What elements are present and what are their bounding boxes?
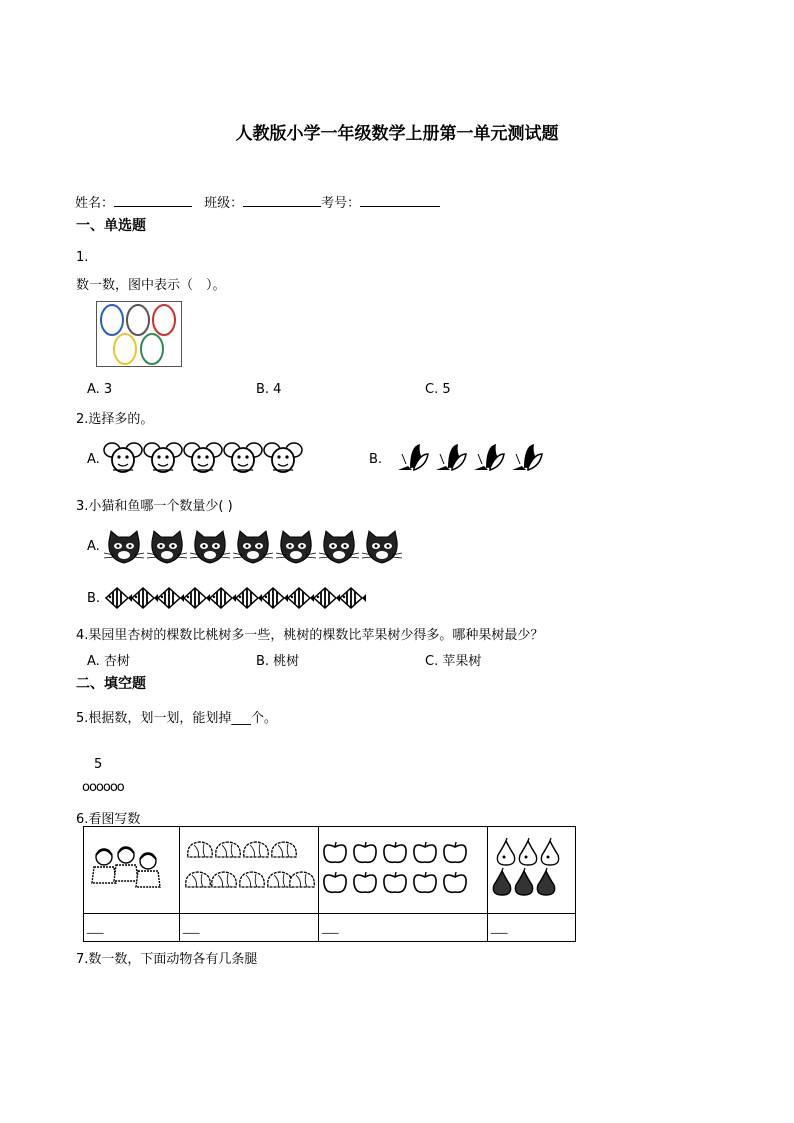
pear-icon: [519, 838, 536, 865]
page-title: 人教版小学一年级数学上册第一单元测试题: [235, 124, 559, 144]
fish-icon: [158, 588, 184, 608]
cabbage-icon: [188, 842, 213, 857]
apple-icon: [324, 842, 346, 862]
name-blank[interactable]: [114, 194, 192, 207]
exam-label: 考号：: [321, 196, 361, 211]
q1-text: 数一数，图中表示（ ）。: [76, 278, 226, 293]
q3-option-a-label[interactable]: A.: [87, 539, 100, 554]
cat-icon: [319, 531, 359, 563]
cat-icon: [190, 531, 230, 563]
butterfly-icon: [512, 444, 542, 470]
cell-children: [84, 827, 180, 914]
cabbage-image: [180, 837, 312, 899]
butterfly-icon: [398, 444, 428, 470]
q4-text: 4.果园里杏树的棵数比桃树多一些，桃树的棵数比苹果树少得多。哪种果树最少？: [76, 628, 544, 643]
pear-icon: [497, 838, 514, 865]
cabbage-icon: [186, 872, 211, 887]
q1-option-a[interactable]: A. 3: [87, 382, 113, 397]
butterfly-group-image: [390, 440, 550, 478]
apple-icon: [444, 872, 466, 892]
cell-cabbages: [180, 827, 319, 914]
q1-option-c[interactable]: C. 5: [425, 382, 451, 397]
fish-icon: [236, 588, 262, 608]
q5-text: 5.根据数，划一划，能划掉___个。: [76, 711, 277, 726]
fish-icon: [106, 588, 132, 608]
apple-icon: [384, 872, 406, 892]
fish-icon: [262, 588, 288, 608]
pear-icon: [515, 868, 532, 895]
fish-icon: [288, 588, 314, 608]
cabbage-icon: [268, 872, 293, 887]
butterfly-icon: [436, 444, 466, 470]
answer-blank-3[interactable]: ___: [319, 914, 488, 942]
bee-group-image: [103, 438, 308, 478]
q5-circles: oooooo: [82, 780, 124, 795]
answer-blank-4[interactable]: ___: [488, 914, 576, 942]
bee-icon: [144, 443, 182, 472]
cabbage-icon: [272, 842, 297, 857]
class-label: 班级：: [204, 196, 244, 211]
q2-option-b-label[interactable]: B.: [369, 452, 383, 467]
cell-pears: [488, 827, 576, 914]
answer-blank-2[interactable]: ___: [180, 914, 319, 942]
cabbage-icon: [290, 872, 315, 887]
q2-option-a-label[interactable]: A.: [87, 452, 100, 467]
section-heading-fill-blank: 二、填空题: [76, 676, 146, 692]
cat-icon: [276, 531, 316, 563]
cabbage-icon: [244, 842, 269, 857]
q7-text: 7.数一数，下面动物各有几条腿: [76, 952, 258, 967]
q6-text: 6.看图写数: [76, 812, 141, 827]
q5-number: 5: [94, 757, 103, 772]
cat-group-image: [104, 527, 404, 567]
apple-icon: [414, 872, 436, 892]
q3-option-b-label[interactable]: B.: [87, 591, 101, 606]
child-icon: [136, 853, 160, 887]
q1-option-b[interactable]: B. 4: [256, 382, 282, 397]
apple-image: [319, 837, 479, 899]
apple-icon: [414, 842, 436, 862]
q2-text: 2.选择多的。: [76, 412, 154, 427]
cat-icon: [147, 531, 187, 563]
pear-image: [488, 837, 568, 899]
answer-blank-1[interactable]: ___: [84, 914, 180, 942]
pear-icon: [541, 838, 558, 865]
bee-icon: [104, 443, 142, 472]
exam-number-blank[interactable]: [360, 194, 440, 207]
fish-icon: [340, 588, 366, 608]
olympic-rings-image: [96, 301, 182, 368]
pear-icon: [537, 868, 554, 895]
fish-icon: [132, 588, 158, 608]
class-blank[interactable]: [243, 194, 321, 207]
apple-icon: [354, 842, 376, 862]
q4-option-b[interactable]: B. 桃树: [256, 654, 300, 669]
butterfly-icon: [474, 444, 504, 470]
q1-number: 1.: [76, 250, 89, 265]
cabbage-icon: [212, 872, 237, 887]
fish-icon: [210, 588, 236, 608]
q4-option-c[interactable]: C. 苹果树: [425, 654, 482, 669]
q4-option-a[interactable]: A. 杏树: [87, 654, 130, 669]
cat-icon: [362, 531, 402, 563]
cell-apples: [319, 827, 488, 914]
cabbage-icon: [216, 842, 241, 857]
child-icon: [92, 849, 116, 883]
name-label: 姓名：: [75, 196, 115, 211]
cat-icon: [233, 531, 273, 563]
pear-icon: [493, 868, 510, 895]
fish-icon: [184, 588, 210, 608]
section-heading-single-choice: 一、单选题: [76, 218, 146, 234]
fish-icon: [314, 588, 340, 608]
bee-icon: [184, 443, 222, 472]
picture-count-table: [83, 826, 576, 942]
student-info-row: [75, 192, 440, 211]
apple-icon: [444, 842, 466, 862]
apple-icon: [384, 842, 406, 862]
apple-icon: [324, 872, 346, 892]
cat-icon: [104, 531, 144, 563]
children-image: [84, 843, 174, 893]
apple-icon: [354, 872, 376, 892]
child-icon: [114, 847, 138, 881]
bee-icon: [224, 443, 262, 472]
q3-text: 3.小猫和鱼哪一个数量少( ): [76, 499, 233, 514]
fish-group-image: [104, 584, 374, 612]
bee-icon: [264, 443, 302, 472]
cabbage-icon: [240, 872, 265, 887]
